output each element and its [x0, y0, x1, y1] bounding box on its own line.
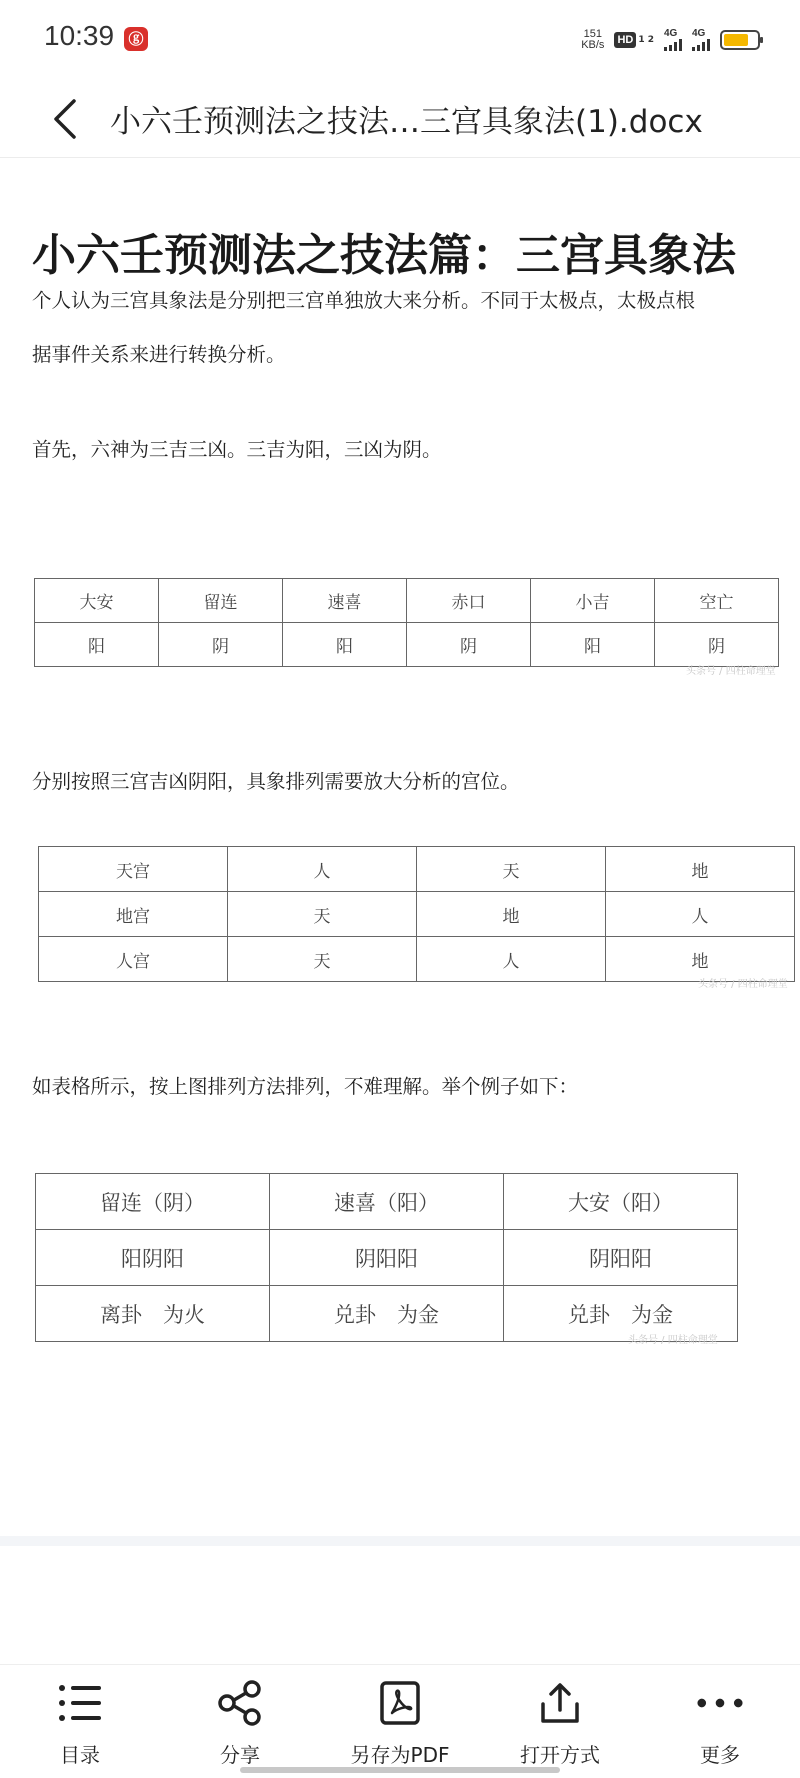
three-palace-table [38, 846, 795, 982]
open-with-icon [536, 1679, 584, 1727]
example-table [35, 1173, 738, 1342]
back-button[interactable] [40, 90, 90, 148]
table-cell: 阴阳阳 [504, 1230, 738, 1286]
status-time: 10:39 [44, 20, 115, 51]
table-row [39, 892, 795, 937]
toolbar-contents-button[interactable] [0, 1665, 160, 1778]
image-watermark: 头条号 / 四柱命理堂 [698, 979, 788, 990]
table-cell: 阳阴阳 [36, 1230, 270, 1286]
home-indicator[interactable] [240, 1767, 560, 1773]
table-cell: 留连（阴） [36, 1174, 270, 1230]
document-end-divider [0, 1536, 800, 1546]
table-cell: 天 [417, 847, 606, 892]
yin-yang-table [34, 578, 779, 667]
battery-icon [720, 30, 760, 50]
chevron-left-icon [52, 98, 78, 140]
table-cell: 阳 [283, 623, 407, 667]
table-cell: 阳 [35, 623, 159, 667]
table-cell: 人 [228, 847, 417, 892]
toolbar-save-pdf-label: 另存为PDF [350, 1743, 450, 1767]
table-cell: 阴 [655, 623, 779, 667]
signal-icon-sim2 [692, 29, 710, 51]
network-speed [581, 29, 604, 51]
table-cell: 阴阳阳 [270, 1230, 504, 1286]
table-cell: 人宫 [39, 937, 228, 982]
table-cell: 人 [606, 892, 795, 937]
status-bar [0, 0, 800, 80]
table-cell: 大安（阳） [504, 1174, 738, 1230]
table-cell: 天宫 [39, 847, 228, 892]
table-cell: 天 [228, 892, 417, 937]
table-cell: 阴 [159, 623, 283, 667]
image-watermark: 头条号 / 四柱命理堂 [628, 1335, 718, 1346]
paragraph-intro-line1: 个人认为三宫具象法是分别把三宫单独放大来分析。不同于太极点，太极点根 [32, 289, 696, 312]
signal-label-sim2: 4G [692, 28, 706, 39]
paragraph-six-gods: 首先，六神为三吉三凶。三吉为阳，三凶为阴。 [32, 438, 442, 461]
table-cell: 留连 [159, 579, 283, 623]
table-cell: 阳 [531, 623, 655, 667]
document-heading: 小六壬预测法之技法篇：三宫具象法 [32, 230, 736, 281]
table-row [36, 1174, 738, 1230]
table-cell: 速喜 [283, 579, 407, 623]
table-cell: 速喜（阳） [270, 1174, 504, 1230]
table-cell: 兑卦 为金 [504, 1286, 738, 1342]
music-app-icon: ⓖ [124, 27, 148, 51]
paragraph-intro [32, 274, 695, 382]
hd-sim-numbers: 1 2 [638, 34, 654, 45]
table-row [35, 623, 779, 667]
pdf-icon [376, 1679, 424, 1727]
hd-label: HD [614, 32, 636, 48]
document-title: 小六壬预测法之技法…三宫具象法(1).docx [110, 104, 703, 140]
toolbar-more-label: 更多 [700, 1743, 740, 1767]
table-cell: 大安 [35, 579, 159, 623]
signal-icon-sim1 [664, 29, 682, 51]
bottom-toolbar [0, 1664, 800, 1778]
table-cell: 地 [417, 892, 606, 937]
document-view[interactable] [0, 159, 800, 1539]
toolbar-save-pdf-button[interactable] [320, 1665, 480, 1778]
network-speed-value: 151 [583, 28, 602, 40]
toolbar-contents-label: 目录 [60, 1743, 100, 1767]
table-cell: 地 [606, 847, 795, 892]
table-cell: 天 [228, 937, 417, 982]
table-cell: 兑卦 为金 [270, 1286, 504, 1342]
network-speed-unit: KB/s [581, 39, 605, 51]
toolbar-open-with-label: 打开方式 [520, 1743, 600, 1767]
table-cell: 小吉 [531, 579, 655, 623]
share-icon [216, 1679, 264, 1727]
table-cell: 地宫 [39, 892, 228, 937]
toolbar-more-button[interactable] [640, 1665, 800, 1778]
status-indicators [581, 22, 760, 58]
table-cell: 阴 [407, 623, 531, 667]
table-cell: 人 [417, 937, 606, 982]
table-row [39, 847, 795, 892]
signal-label-sim1: 4G [664, 28, 678, 39]
list-icon [56, 1679, 104, 1727]
table-cell: 空亡 [655, 579, 779, 623]
hd-voice-icon [614, 32, 654, 48]
toolbar-open-with-button[interactable] [480, 1665, 640, 1778]
paragraph-example: 如表格所示，按上图排列方法排列，不难理解。举个例子如下： [32, 1075, 579, 1098]
more-icon [696, 1679, 744, 1727]
battery-level [724, 34, 748, 46]
table-cell: 地 [606, 937, 795, 982]
toolbar-share-label: 分享 [220, 1743, 260, 1767]
table-row [39, 937, 795, 982]
table-row [35, 579, 779, 623]
table-row [36, 1230, 738, 1286]
paragraph-intro-line2: 据事件关系来进行转换分析。 [32, 343, 286, 366]
toolbar-share-button[interactable] [160, 1665, 320, 1778]
table-cell: 离卦 为火 [36, 1286, 270, 1342]
table-cell: 赤口 [407, 579, 531, 623]
title-bar [0, 80, 800, 158]
paragraph-arrangement: 分别按照三宫吉凶阴阳，具象排列需要放大分析的宫位。 [32, 770, 520, 793]
image-watermark: 头条号 / 四柱命理堂 [686, 666, 776, 677]
